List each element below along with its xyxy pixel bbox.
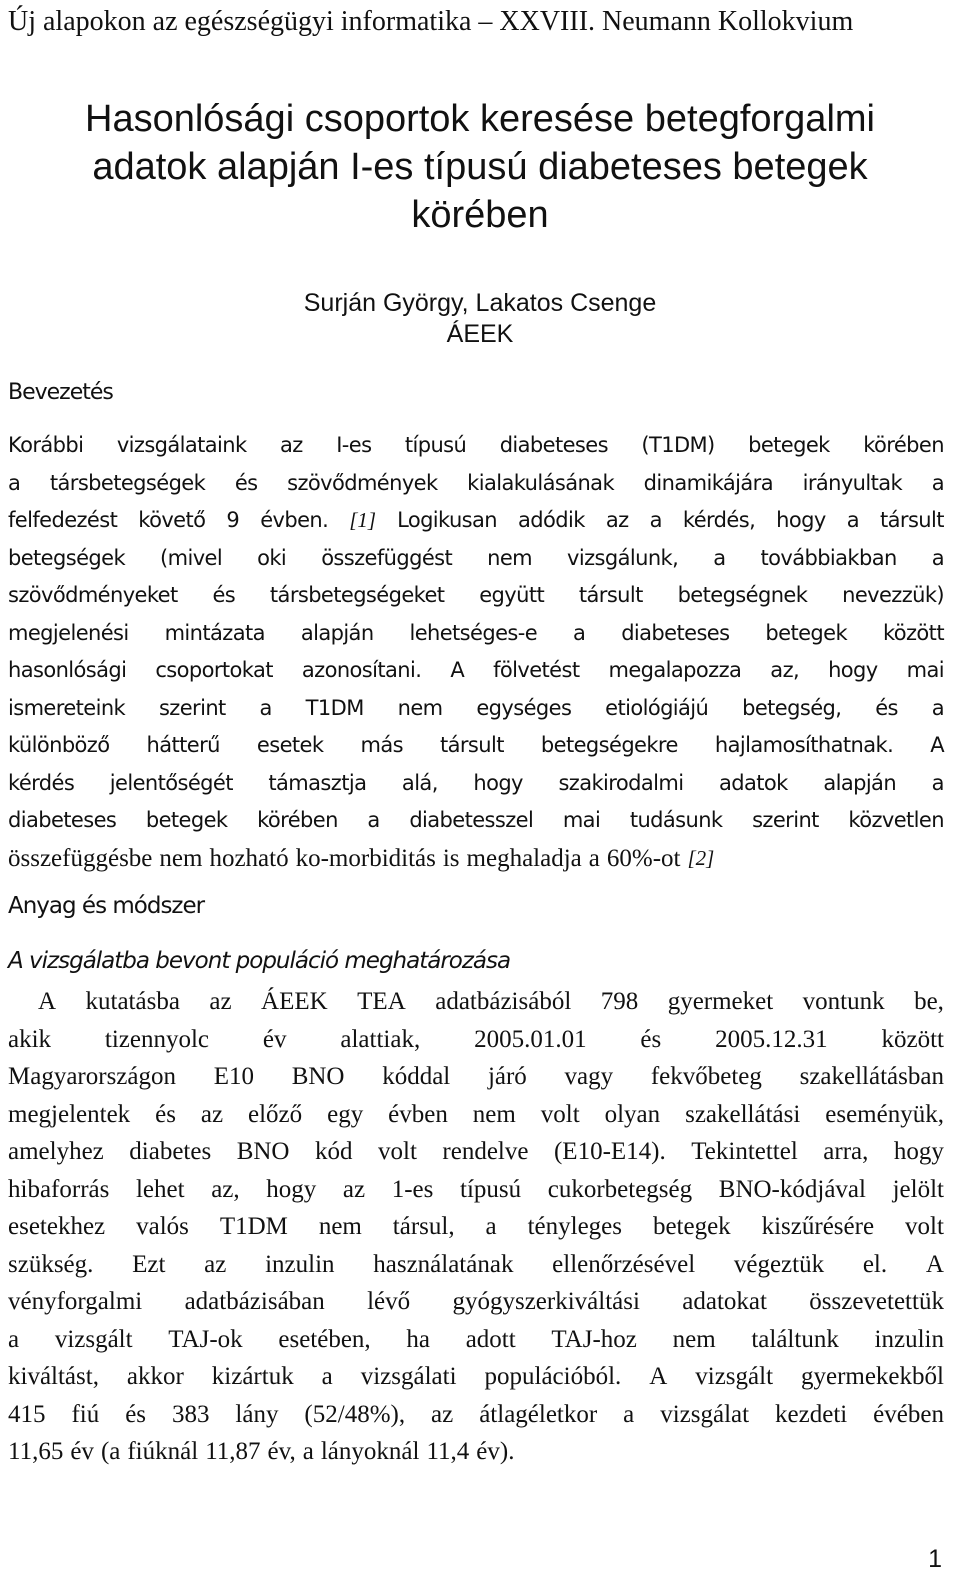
word: nem <box>159 844 203 872</box>
word: lehet <box>135 1175 185 1203</box>
word: Tekintettel <box>691 1138 798 1165</box>
word: a <box>367 808 380 832</box>
word: olyan <box>604 1100 661 1128</box>
page-number: 1 <box>928 1545 942 1573</box>
word: etiológiájú <box>605 695 709 720</box>
word: a <box>321 1363 333 1390</box>
text-line <box>8 1283 944 1321</box>
word: populációból. <box>484 1363 622 1390</box>
word: a <box>259 695 272 720</box>
word: adatbázisából <box>435 988 572 1015</box>
text-line <box>8 765 944 803</box>
word: ÁEEK <box>261 988 328 1015</box>
text-line <box>8 727 944 765</box>
word: vizsgált <box>54 1325 133 1353</box>
word: az <box>280 433 303 457</box>
word: ko-morbiditás <box>295 844 436 872</box>
word: 2005.01.01 <box>474 1025 587 1053</box>
text-line <box>8 802 944 840</box>
word: támasztja <box>268 770 367 795</box>
word: lány <box>235 1400 279 1428</box>
word: Ezt <box>132 1250 166 1278</box>
word: betegek <box>765 620 848 645</box>
word: kezdeti <box>775 1400 848 1428</box>
word: vagy <box>564 1063 614 1090</box>
word: jelölt <box>892 1175 944 1203</box>
word: inzulin <box>874 1325 944 1353</box>
word: lányoknál <box>320 1438 420 1465</box>
word: alapján <box>300 620 374 645</box>
text-line <box>8 840 944 878</box>
word: azonosítani. <box>301 658 422 682</box>
word: körében <box>863 433 944 457</box>
word: hibaforrás <box>8 1175 110 1203</box>
word: betegség, <box>742 695 842 720</box>
text-line <box>8 1096 944 1134</box>
word: megjelenési <box>8 620 129 645</box>
word: hozható <box>209 844 289 872</box>
word: rendelve <box>442 1138 529 1165</box>
word: ha <box>406 1325 430 1353</box>
word: adatok <box>719 770 788 795</box>
word: nevezzük) <box>842 583 944 607</box>
text-line <box>8 1321 944 1359</box>
word: A <box>930 733 944 757</box>
word: és <box>212 583 236 607</box>
word: felfedezést <box>8 508 118 532</box>
word: egységes <box>476 695 572 720</box>
word: ismereteink <box>8 695 126 720</box>
word: az <box>204 1250 227 1278</box>
word: arra, <box>823 1138 869 1165</box>
word: társult <box>440 733 504 757</box>
author-block <box>0 288 960 350</box>
word: 11,87 <box>205 1438 261 1465</box>
word: kutatásba <box>85 988 180 1015</box>
word: vizsgált <box>695 1363 774 1390</box>
word: cukorbetegség <box>547 1175 693 1203</box>
word: és <box>875 695 898 720</box>
word: hogy <box>828 658 878 682</box>
word: év, <box>267 1438 296 1465</box>
word: év <box>262 1025 287 1053</box>
word: 9 <box>226 508 240 532</box>
word: a <box>931 545 944 570</box>
word: fiú <box>71 1400 100 1428</box>
word: körében <box>257 808 338 832</box>
title-line: körében <box>411 194 549 236</box>
word: társul, <box>392 1213 455 1240</box>
word: között <box>882 620 944 645</box>
word: adatokat <box>682 1288 767 1315</box>
word: tényleges <box>527 1213 622 1240</box>
word: irányultak <box>802 470 903 495</box>
word: szakellátási <box>685 1100 801 1128</box>
word: betegségnek <box>677 583 808 607</box>
word: nem <box>397 695 443 720</box>
word: különböző <box>8 733 110 757</box>
word: szerint <box>752 808 819 832</box>
word: és <box>155 1100 176 1128</box>
title-line: adatok alapján I-es típusú diabeteses betegek <box>92 146 868 188</box>
word: egy <box>327 1100 364 1128</box>
word: vényforgalmi <box>8 1288 143 1315</box>
word: volt <box>378 1138 417 1165</box>
word: BNO <box>291 1063 345 1090</box>
word: (mivel <box>160 545 223 570</box>
word: be, <box>914 988 944 1015</box>
word: oki <box>257 545 287 570</box>
word: kialakulásának <box>467 470 615 495</box>
word: csoportokat <box>155 658 273 682</box>
word: nem <box>472 1100 516 1128</box>
paper-title <box>30 95 930 239</box>
text-line <box>8 1246 944 1284</box>
word: diabeteses <box>8 808 117 832</box>
word: volt <box>540 1100 580 1128</box>
word: TAJ-hoz <box>551 1325 637 1353</box>
word: a <box>572 620 586 645</box>
word: diabeteses <box>499 433 608 457</box>
word: évben. <box>260 508 329 532</box>
word: átlagéletkor <box>479 1400 598 1428</box>
word: kiváltást, <box>8 1363 99 1390</box>
word: (E10-E14). <box>553 1138 666 1165</box>
word: volt <box>905 1213 944 1240</box>
word: megjelentek <box>8 1100 131 1128</box>
word: a <box>485 1213 497 1240</box>
word: E10 <box>213 1063 254 1090</box>
word: társult <box>880 508 944 532</box>
word: típusú <box>404 433 467 457</box>
word: végeztük <box>733 1250 825 1278</box>
text-line <box>8 983 944 1021</box>
text-line <box>8 1358 944 1396</box>
word: A <box>450 658 465 682</box>
word: 383 <box>171 1400 210 1428</box>
word: 60%-ot <box>606 844 681 872</box>
intro-paragraph <box>8 427 944 877</box>
word: BNO-kódjával <box>718 1175 866 1203</box>
word: társbetegségeket <box>269 583 445 607</box>
word: együtt <box>479 583 545 607</box>
word: év <box>70 1438 94 1465</box>
word: el. <box>862 1250 888 1278</box>
word: valós <box>136 1213 189 1240</box>
word: vizsgálat <box>660 1400 750 1428</box>
word: kérdés, <box>682 508 756 532</box>
word: tizennyolc <box>104 1025 210 1053</box>
word: hasonlósági <box>8 658 127 682</box>
word: a <box>588 844 600 872</box>
word: továbbiakban <box>760 545 897 570</box>
text-line <box>8 1396 944 1434</box>
word: (T1DM) <box>641 433 715 457</box>
text-line <box>8 502 944 540</box>
text-line <box>8 1433 944 1471</box>
text-line <box>8 1021 944 1059</box>
word: és <box>125 1400 147 1428</box>
word: közvetlen <box>848 808 944 832</box>
word: A <box>649 1363 668 1390</box>
word: kód <box>315 1138 353 1165</box>
word: között <box>881 1025 944 1053</box>
word: az <box>342 1175 366 1203</box>
word: kiszűrésére <box>761 1213 875 1240</box>
word: adatbázisában <box>184 1288 325 1315</box>
text-line <box>8 427 944 465</box>
word: mintázata <box>164 620 265 645</box>
word: évében <box>873 1400 944 1428</box>
word: adódik <box>518 508 585 532</box>
text-line <box>8 1058 944 1096</box>
word: Magyarországon <box>8 1063 176 1090</box>
word: összefüggést <box>321 545 453 570</box>
word: amelyhez <box>8 1138 104 1165</box>
word: betegségek <box>8 545 126 570</box>
word: hogy <box>893 1138 944 1165</box>
word: a <box>623 1400 635 1428</box>
word: fekvőbeteg <box>650 1063 762 1090</box>
word: lévő <box>367 1288 411 1315</box>
word: 11,4 <box>426 1438 470 1465</box>
word: fiúknál <box>127 1438 199 1465</box>
section-heading-intro: Bevezetés <box>8 380 113 405</box>
word: év). <box>476 1438 515 1465</box>
word: TAJ-ok <box>168 1325 243 1353</box>
affiliation: ÁEEK <box>446 320 514 348</box>
word: nem <box>487 545 533 570</box>
word: T1DM <box>305 695 364 720</box>
word: diabetesszel <box>409 808 534 832</box>
word: a <box>931 770 944 795</box>
word: betegek <box>748 433 830 457</box>
word: szakellátásban <box>799 1063 944 1090</box>
word: vizsgálunk, <box>567 545 679 570</box>
word: a <box>931 470 944 495</box>
word: előző <box>248 1100 303 1128</box>
text-line <box>8 465 944 503</box>
word: megalapozza <box>608 658 742 682</box>
word: összevetettük <box>809 1288 944 1315</box>
methods-paragraph <box>8 983 944 1471</box>
word: a <box>302 1438 314 1465</box>
word: szerint <box>158 695 226 720</box>
word: találtunk <box>751 1325 839 1353</box>
word: diabetes <box>129 1138 212 1165</box>
word: évben <box>388 1100 448 1128</box>
word: esetek <box>256 733 324 757</box>
word: esetekhez <box>8 1213 106 1240</box>
word: a <box>649 508 662 532</box>
word: társult <box>578 583 643 607</box>
word: 415 <box>8 1400 46 1428</box>
word: alapján <box>823 770 897 795</box>
word: A <box>38 988 57 1015</box>
word: szakirodalmi <box>558 770 684 795</box>
word: dinamikájára <box>643 470 773 495</box>
word: a <box>931 695 944 720</box>
word: 798 <box>600 988 639 1015</box>
word: inzulin <box>265 1250 335 1278</box>
section-heading-methods: Anyag és módszer <box>8 893 205 919</box>
word: adott <box>465 1325 516 1353</box>
word: esetében, <box>278 1325 371 1353</box>
word: és <box>234 470 258 495</box>
word: vontunk <box>802 988 885 1015</box>
word: az <box>605 508 629 532</box>
word: betegek <box>652 1213 731 1240</box>
text-line <box>8 1208 944 1246</box>
word: az <box>209 988 232 1015</box>
word: szövődmények <box>287 470 438 495</box>
text-line <box>8 540 944 578</box>
title-line: Hasonlósági csoportok keresése betegforgalmi <box>85 98 875 140</box>
word: Korábbi <box>8 433 84 457</box>
word: vizsgálati <box>360 1363 457 1390</box>
text-line <box>8 577 944 615</box>
word: alattiak, <box>340 1025 421 1053</box>
word: kizártuk <box>211 1363 294 1390</box>
word: (a <box>100 1438 121 1465</box>
word: és <box>640 1025 662 1053</box>
word: hogy <box>473 770 523 795</box>
word: más <box>360 733 403 757</box>
word: jelentőségét <box>109 770 233 795</box>
word: meghaladja <box>466 844 582 872</box>
word: kóddal <box>382 1063 451 1090</box>
word: gyermekekből <box>800 1363 944 1390</box>
word: Logikusan <box>397 508 497 532</box>
text-line <box>8 652 944 690</box>
text-line <box>8 1133 944 1171</box>
word: az, <box>211 1175 240 1203</box>
text-line <box>8 1171 944 1209</box>
word: ellenőrzésével <box>552 1250 696 1278</box>
word: használatának <box>373 1250 514 1278</box>
word: 11,65 <box>8 1438 64 1465</box>
word: akik <box>8 1025 52 1053</box>
word: 1-es <box>391 1175 434 1203</box>
word: T1DM <box>219 1213 288 1240</box>
word: tudásunk <box>629 808 723 832</box>
text-line <box>8 615 944 653</box>
word: szükség. <box>8 1250 94 1278</box>
word: alá, <box>401 770 438 795</box>
word: 2005.12.31 <box>715 1025 828 1053</box>
word: I-es <box>336 433 372 457</box>
word: betegek <box>145 808 228 832</box>
text-line <box>8 690 944 728</box>
word: vizsgálataink <box>116 433 247 457</box>
word: nem <box>318 1213 362 1240</box>
word: az <box>431 1400 454 1428</box>
word: az <box>200 1100 224 1128</box>
word: kérdés <box>8 770 75 795</box>
word: hogy <box>266 1175 317 1203</box>
word: hátterű <box>146 733 220 757</box>
word: lehetséges-e <box>409 620 538 645</box>
word: hajlamosíthatnak. <box>714 733 894 757</box>
word: gyógyszerkiváltási <box>452 1288 640 1315</box>
word: szövődményeket <box>8 583 178 607</box>
word: járó <box>487 1063 527 1090</box>
word: [1] <box>349 508 377 532</box>
word: eseményük, <box>825 1100 944 1128</box>
word: BNO <box>236 1138 290 1165</box>
word: gyermeket <box>667 988 774 1015</box>
running-header: Új alapokon az egészségügyi informatika – XXVIII. Neumann Kollokvium <box>8 6 854 37</box>
author-names: Surján György, Lakatos Csenge <box>303 289 657 317</box>
word: társbetegségek <box>49 470 206 495</box>
word: a <box>8 1325 20 1353</box>
word: a <box>846 508 859 532</box>
word: nem <box>672 1325 716 1353</box>
word: mai <box>562 808 601 832</box>
word: A <box>925 1250 944 1278</box>
word: típusú <box>460 1175 522 1203</box>
word: [2] <box>687 845 715 870</box>
word: betegségekre <box>540 733 678 757</box>
word: az, <box>770 658 800 682</box>
word: is <box>442 844 460 872</box>
word: akkor <box>126 1363 184 1390</box>
word: diabeteses <box>621 620 730 645</box>
word: összefüggésbe <box>8 844 153 872</box>
word: mai <box>906 658 944 682</box>
subsection-heading-population: A vizsgálatba bevont populáció meghatározása <box>8 948 511 974</box>
word: követő <box>138 508 206 532</box>
word: (52/48%), <box>304 1400 406 1428</box>
word: a <box>713 545 726 570</box>
word: hogy <box>776 508 826 532</box>
word: TEA <box>357 988 406 1015</box>
word: fölvetést <box>493 658 580 682</box>
word: a <box>8 470 21 495</box>
